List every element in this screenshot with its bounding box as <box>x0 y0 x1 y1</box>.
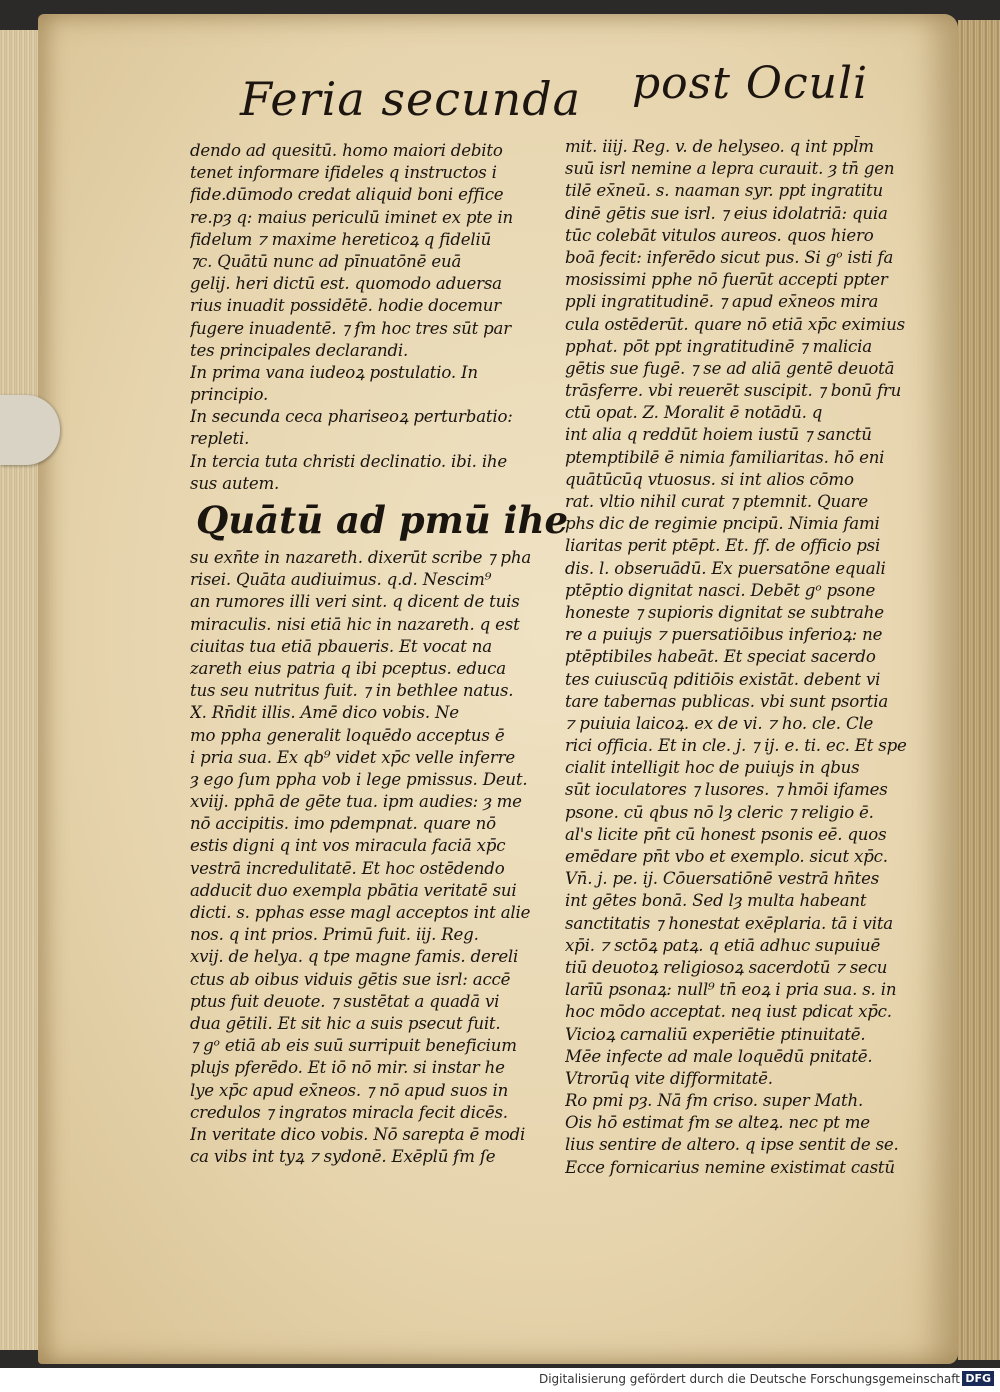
text-line: hoc mōdo acceptat. neq iust pdicat xp̄c. <box>565 1002 892 1022</box>
text-line: Vn̄. j. pe. ij. Cōuersatiōnē vestrā hn̄tes <box>565 869 880 889</box>
text-line: al's licite pn̄t cū honest psonis eē. quos <box>565 824 887 844</box>
text-line: ⁊c. Quātū nunc ad pīnuatōnē euā <box>190 251 462 271</box>
text-line: repleti. <box>190 429 250 449</box>
text-line: mo ppha generalit loquēdo acceptus ē <box>190 725 505 745</box>
text-line: tilē ex̄neū. s. naaman syr. ppt ingratitu <box>565 181 883 201</box>
text-line: tiū deuotoꝝ religiosoꝝ sacerdotū ⁊ secu <box>565 957 888 977</box>
text-line: sanctitatis ⁊ honestat exēplaria. tā i vita <box>565 913 893 933</box>
text-line: Ro pmi pȝ. Nā ẜm criso. super Math. <box>565 1091 864 1111</box>
text-line: In secunda ceca phariseoꝝ perturbatio: <box>190 407 513 427</box>
text-line: ⁊ puiuia laicoꝝ. ex de vi. ⁊ ho. cle. Cle <box>565 713 874 733</box>
text-line: zareth eius patria q ibi pceptus. educa <box>190 658 506 678</box>
text-line: In veritate dico vobis. Nō sarepta ē modi <box>190 1124 526 1144</box>
text-line: principio. <box>190 385 269 405</box>
text-line: fugere inuadentē. ⁊ ẜm hoc tres sūt par <box>190 318 511 338</box>
text-line: psone. cū qbus nō lȝ cleric ⁊ religio ē. <box>565 802 874 822</box>
text-line: tes cuiuscūq pditiōis existāt. debent vi <box>565 669 881 689</box>
text-line: dendo ad quesitū. homo maiori debito <box>190 141 503 160</box>
text-line: xviij. pphā de gēte tua. ipm audies: ȝ me <box>190 792 522 812</box>
text-line: In prima vana iudeoꝝ postulatio. In <box>190 362 478 382</box>
text-line: an rumores illi veri sint. q dicent de tuis <box>190 592 520 612</box>
text-line: vestrā incredulitatē. Et hoc ostēdendo <box>190 858 505 878</box>
text-line: ppli ingratitudinē. ⁊ apud ex̄neos mira <box>565 292 879 312</box>
text-line: dicti. s. pphas esse magl acceptos int alie <box>190 903 531 922</box>
text-line: gelij. heri dictū est. quomodo aduersa <box>190 274 502 294</box>
text-line: tes principales declarandi. <box>190 340 409 360</box>
text-line: cula ostēderūt. quare nō etiā xp̄c eximius <box>565 314 905 334</box>
text-line: miraculis. nisi etiā hic in nazareth. q est <box>190 614 520 634</box>
text-line: mosissimi pphe nō fuerūt accepti ppter <box>565 270 888 290</box>
text-line: emēdare pn̄t vbo et exemplo. sicut xp̄c. <box>565 847 888 866</box>
text-line: gētis sue fugē. ⁊ se ad aliā gentē deuotā <box>565 358 895 378</box>
text-line: pphat. pōt ppt ingratitudinē ⁊ malicia <box>565 336 872 356</box>
text-line: ca vibs int tyꝝ ⁊ sydonē. Exēplū ẜm ſe <box>190 1147 496 1167</box>
text-line: fide.dūmodo credat aliquid boni effice <box>190 185 504 205</box>
footer-credit: Digitalisierung gefördert durch die Deutsche Forschungsgemeinschaft <box>538 1372 960 1386</box>
running-header-left: Feria secunda <box>240 72 582 126</box>
text-line: int alia q reddūt hoiem iustū ⁊ sanctū <box>565 425 872 445</box>
text-line: ȝ ego ſum ppha vob i lege pmissus. Deut. <box>190 769 528 789</box>
text-line: dis. l. obseruādū. Ex puersatōne equali <box>565 558 886 578</box>
text-line: Ois hō estimat ẜm se alteꝝ. nec pt me <box>565 1113 870 1133</box>
text-line: nos. q int prios. Primū fuit. iij. Reg. <box>190 925 479 945</box>
text-line: xvij. de helya. q tpe magne famis. dereli <box>190 947 519 967</box>
text-line: lye xp̄c apud ex̄neos. ⁊ nō apud suos in <box>190 1080 509 1100</box>
text-line: ciuitas tua etiā pbaueris. Et vocat na <box>190 636 492 656</box>
text-line: fidelum ⁊ maxime hereticoꝝ q fideliū <box>190 229 492 249</box>
text-line: Vicioꝝ carnaliū experiētie ptinuitatē. <box>565 1024 866 1044</box>
text-line: rat. vltio nihil curat ⁊ ptemnit. Quare <box>565 492 869 511</box>
text-line: xp̄i. ⁊ sctōꝝ patꝝ. q etiā adhuc supuiuē <box>565 935 881 955</box>
text-line: re a puiujs ⁊ puersatiōibus inferioꝝ: ne <box>565 625 883 645</box>
text-line: Mēe infecte ad male loquēdū pnitatē. <box>565 1046 873 1066</box>
text-line: ptēptibiles habeāt. Et speciat sacerdo <box>565 647 876 667</box>
text-line: cialit intelligit hoc de puiujs in qbus <box>565 758 860 778</box>
text-line: ⁊ gᵒ etiā ab eis suū surripuit beneficium <box>190 1036 517 1056</box>
text-line: su exn̄te in nazareth. dixerūt scribe ⁊ pha <box>190 548 532 567</box>
text-line: trāsferre. vbi reuerēt suscipit. ⁊ bonū fru <box>565 381 902 401</box>
text-line: credulos ⁊ ingratos miracla fecit dicēs. <box>190 1102 508 1122</box>
text-line: plujs pferēdo. Et iō nō mir. si instar he <box>190 1058 505 1078</box>
text-line: nō accipitis. imo pdempnat. quare nō <box>190 814 496 834</box>
text-line: int gētes bonā. Sed lȝ multa habeant <box>565 891 867 911</box>
text-line: tenet informare ifideles q instructos i <box>190 163 497 183</box>
text-line: Ecce fornicarius nemine existimat castū <box>565 1157 895 1177</box>
text-line: dua gētili. Et sit hic a suis psecut fuit. <box>190 1013 501 1033</box>
text-column-right <box>565 136 910 1179</box>
text-line: boā fecit: inferēdo sicut pus. Si gᵒ isti fa <box>565 247 894 267</box>
text-line: ctū opat. Z. Moralit ē notādū. q <box>565 403 823 423</box>
text-line: dinē gētis sue isrl. ⁊ eius idolatriā: quia <box>565 203 888 223</box>
text-line: sūt ioculatores ⁊ lusores. ⁊ hmōi ifames <box>565 780 888 800</box>
text-line: ptemptibilē ē nimia familiaritas. hō eni <box>565 447 885 467</box>
text-line: sus autem. <box>190 473 280 493</box>
text-line: rici officia. Et in cle. j. ⁊ ij. e. ti. ec. Et spe <box>565 736 907 756</box>
text-line: Vtrorūq vite difformitatē. <box>565 1068 773 1088</box>
text-line: liaritas perit ptēpt. Et. ff. de officio psi <box>565 536 881 556</box>
page-edges-left <box>0 30 38 1350</box>
text-line: tus seu nutritus fuit. ⁊ in bethlee natus. <box>190 681 514 701</box>
page-edges-right <box>958 20 1000 1360</box>
text-line: In tercia tuta christi declinatio. ibi. ihe <box>190 451 508 471</box>
text-line: risei. Quāta audiuimus. q.d. Nescim⁹ <box>190 570 492 590</box>
text-line: tūc colebāt vitulos aureos. quos hiero <box>565 225 874 245</box>
text-line: rius inuadit possidētē. hodie docemur <box>190 296 501 316</box>
text-line: adducit duo exempla pbātia veritatē sui <box>190 880 517 900</box>
text-column-left <box>190 140 569 1168</box>
section-heading-line: Quātū ad pmū ihe <box>196 498 569 542</box>
text-line: X. Rn̄dit illis. Amē dico vobis. Ne <box>190 703 459 723</box>
text-line: tare tabernas publicas. vbi sunt psortia <box>565 691 889 711</box>
text-line: ctus ab oibus viduis gētis sue isrl: accē <box>190 969 511 989</box>
text-line: ptus fuit deuote. ⁊ sustētat a quadā vi <box>190 991 500 1011</box>
text-line: re.pȝ q: maius periculū iminet ex pte in <box>190 207 514 227</box>
text-line: larīū psonaꝝ: null⁹ tn̄ eoꝝ i pria sua. s. in <box>565 980 897 1000</box>
text-line: phs dic de regimie pncipū. Nimia fami <box>565 514 880 534</box>
text-line: i pria sua. Ex qb⁹ videt xp̄c velle inferre <box>190 747 515 767</box>
text-line: quātūcūq vtuosus. si int alios cōmo <box>565 469 854 489</box>
dfg-logo: DFG <box>962 1371 994 1386</box>
text-line: lius sentire de altero. q ipse sentit de se. <box>565 1135 899 1155</box>
text-line: honeste ⁊ supioris dignitat se subtrahe <box>565 602 884 622</box>
text-line: ptēptio dignitat nasci. Debēt gᵒ psone <box>565 580 876 600</box>
running-header-right: post Oculi <box>632 58 869 109</box>
text-line: mit. iiij. Reg. v. de helyseo. q int ppl̄m <box>565 137 874 156</box>
text-line: estis digni q int vos miracula faciā xp̄c <box>190 836 506 856</box>
text-line: suū isrl nemine a lepra curauit. ȝ tn̄ gen <box>565 159 895 179</box>
